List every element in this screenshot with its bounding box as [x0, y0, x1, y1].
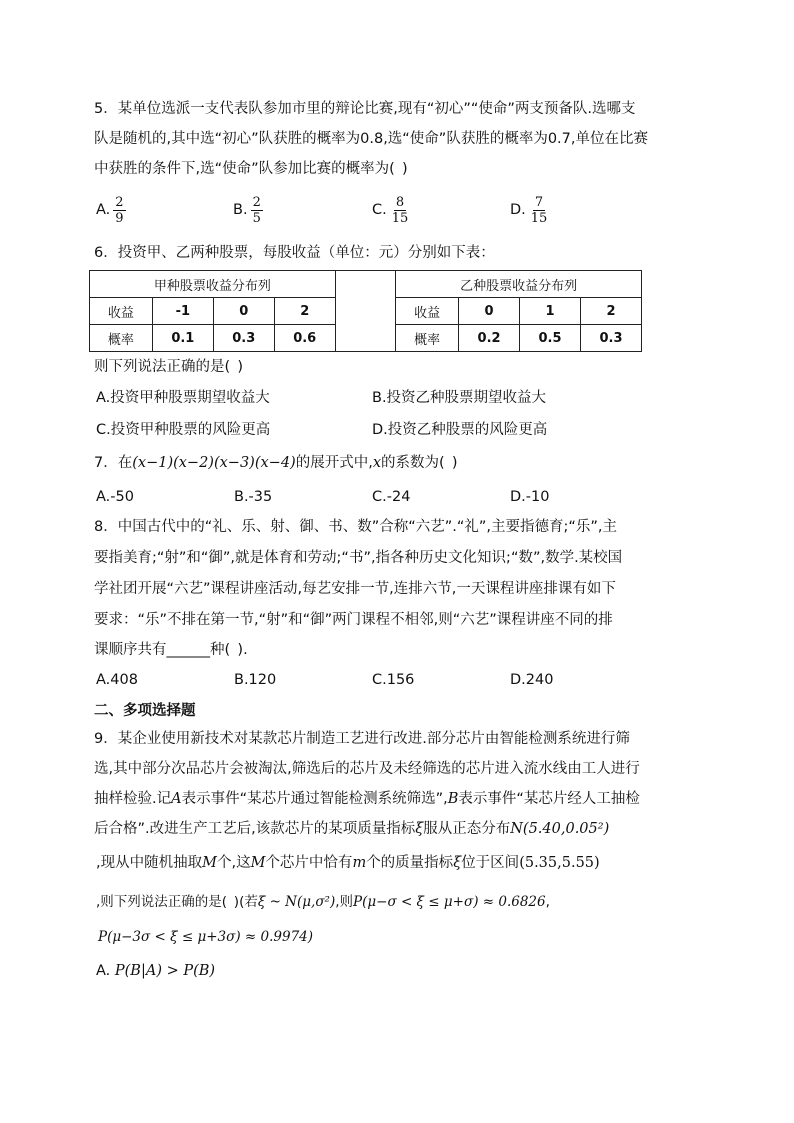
table-gap	[335, 271, 396, 352]
q8-line3: 学社团开展“六艺”课程讲座活动,每艺安排一节,连排六节,一天课程讲座排课有如下	[94, 581, 616, 597]
q7-option-d[interactable]: D.-10	[510, 489, 550, 505]
table-cell: 收益	[396, 298, 459, 325]
q9-line3: 抽样检验.记A表示事件“某芯片通过智能检测系统筛选”,B表示事件“某芯片经人工抽检	[94, 791, 640, 807]
fraction: $\frac{8}{15}$	[391, 194, 409, 226]
table-cell: 0.3	[580, 325, 641, 352]
q9-line7: P(μ−3σ < ξ ≤ μ+3σ) ≈ 0.9974)	[98, 929, 314, 945]
q7-option-b[interactable]: B.-35	[234, 489, 273, 505]
q8-line5: 课顺序共有______种( ).	[94, 642, 248, 658]
q8-option-d[interactable]: D.240	[510, 672, 554, 688]
q6-question: 则下列说法正确的是( )	[94, 359, 244, 375]
table-cell: 概率	[90, 325, 153, 352]
q8-option-b[interactable]: B.120	[234, 672, 277, 688]
table-a-title: 甲种股票收益分布列	[90, 271, 336, 298]
q7-option-c[interactable]: C.-24	[372, 489, 411, 505]
q8-line2: 要指美育;“射”和“御”,就是体育和劳动;“书”,指各种历史文化知识;“数”,数学.某校国	[94, 550, 623, 566]
table-cell: 1	[520, 298, 581, 325]
q9-line4: 后合格”.改进生产工艺后,该款芯片的某项质量指标ξ服从正态分布N(5.40,0.05²)	[94, 821, 610, 837]
q9-line6: ,则下列说法正确的是( )(若ξ ~ N(μ,σ²),则P(μ−σ < ξ ≤ μ+σ) ≈ 0.6826,	[96, 894, 550, 910]
q5-option-a[interactable]: A. $\frac{2}{9}$	[96, 194, 124, 226]
fraction: $\frac{7}{15}$	[530, 194, 548, 226]
q6-option-c[interactable]: C.投资甲种股票的风险更高	[96, 422, 271, 438]
fraction: $\frac{2}{5}$	[252, 194, 261, 226]
q5-option-d[interactable]: D. $\frac{7}{15}$	[510, 194, 548, 226]
q5-line3: 中获胜的条件下,选“使命”队参加比赛的概率为( )	[94, 161, 408, 177]
table-cell: 2	[274, 298, 335, 325]
table-cell: 0.3	[213, 325, 274, 352]
q9-line2: 选,其中部分次品芯片会被淘汰,筛选后的芯片及未经筛选的芯片进入流水线由工人进行	[94, 761, 640, 777]
q7-stem: 7．在(x−1)(x−2)(x−3)(x−4)的展开式中,x的系数为( )	[94, 455, 458, 471]
q5-option-b[interactable]: B. $\frac{2}{5}$	[233, 194, 261, 226]
table-cell: 0	[213, 298, 274, 325]
q8-line4: 要求：“乐”不排在第一节,“射”和“御”两门课程不相邻,则“六艺”课程讲座不同的排	[94, 612, 613, 628]
q6-stem: 6．投资甲、乙两种股票，每股收益（单位：元）分别如下表：	[94, 245, 495, 261]
q8-line1: 8．中国古代中的“礼、乐、射、御、书、数”合称“六艺”.“礼”,主要指德育;“乐”,主	[94, 519, 618, 535]
table-b-title: 乙种股票收益分布列	[396, 271, 642, 298]
table-cell: 0.5	[520, 325, 581, 352]
q8-option-c[interactable]: C.156	[372, 672, 415, 688]
table-cell: 0.1	[152, 325, 213, 352]
table-cell: 概率	[396, 325, 459, 352]
q7-option-a[interactable]: A.-50	[96, 489, 134, 505]
q7-expression: (x−1)(x−2)(x−3)(x−4)	[132, 455, 296, 471]
q8-option-a[interactable]: A.408	[96, 672, 138, 688]
table-cell: -1	[152, 298, 213, 325]
q6-option-d[interactable]: D.投资乙种股票的风险更高	[372, 422, 548, 438]
q6-stock-tables	[89, 270, 642, 352]
q5-line1: 5．某单位选派一支代表队参加市里的辩论比赛,现有“初心”“使命”两支预备队.选哪支	[94, 101, 636, 117]
q5-option-c[interactable]: C. $\frac{8}{15}$	[372, 194, 409, 226]
table-cell: 0.6	[274, 325, 335, 352]
fraction: $\frac{2}{9}$	[115, 194, 124, 226]
table-cell: 0.2	[459, 325, 520, 352]
table-cell: 收益	[90, 298, 153, 325]
table-cell: 0	[459, 298, 520, 325]
q9-option-a[interactable]: A. P(B|A) > P(B)	[96, 963, 216, 979]
table-cell: 2	[580, 298, 641, 325]
q9-line1: 9．某企业使用新技术对某款芯片制造工艺进行改进.部分芯片由智能检测系统进行筛	[94, 731, 630, 747]
section-heading: 二、多项选择题	[94, 703, 196, 719]
q9-line5: ,现从中随机抽取M个,这M个芯片中恰有m个的质量指标ξ位于区间(5.35,5.55)	[96, 855, 600, 871]
q6-option-a[interactable]: A.投资甲种股票期望收益大	[96, 390, 270, 406]
q5-options	[96, 190, 716, 230]
q6-option-b[interactable]: B.投资乙种股票期望收益大	[372, 390, 547, 406]
q5-line2: 队是随机的,其中选“初心”队获胜的概率为0.8,选“使命”队获胜的概率为0.7,单位在比赛	[94, 131, 648, 147]
